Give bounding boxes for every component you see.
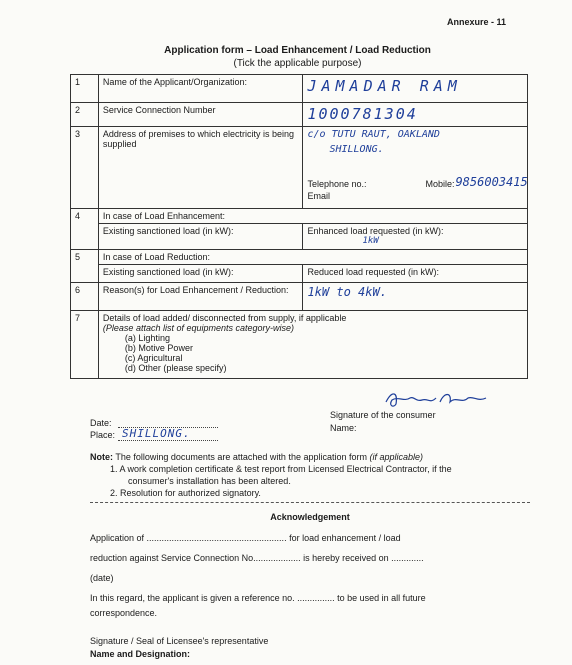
- mobile-label: Mobile:: [425, 179, 455, 189]
- load-category-item: (c) Agricultural: [124, 353, 183, 363]
- row-sublabel: Existing sanctioned load (in kW):: [98, 224, 303, 250]
- service-connection-value: 1000781304: [307, 105, 418, 123]
- row-label: In case of Load Reduction:: [98, 250, 527, 265]
- place-line[interactable]: [118, 440, 218, 441]
- annexure-label: Annexure - 11: [447, 17, 507, 27]
- row-number: 6: [71, 283, 99, 311]
- application-table: [70, 74, 528, 379]
- reason-value: 1kW to 4kW.: [307, 285, 387, 299]
- ack-name-designation: Name and Designation:: [90, 649, 191, 659]
- note-intro-text: The following documents are attached with the application form: [115, 452, 367, 462]
- table-row: [71, 103, 528, 127]
- table-row: [71, 250, 528, 265]
- enhanced-load-field[interactable]: [303, 224, 528, 250]
- table-row: [71, 127, 528, 209]
- reduced-load-field[interactable]: [303, 265, 528, 283]
- row-label: Reason(s) for Load Enhancement / Reduction:: [98, 283, 303, 311]
- row-label: Name of the Applicant/Organization:: [98, 75, 303, 103]
- date-label: Date:: [90, 418, 112, 428]
- place-label: Place:: [90, 430, 116, 440]
- note-item-1b: consumer's installation has been altered.: [128, 476, 291, 486]
- ack-line-3: (date): [90, 573, 114, 583]
- ack-line-1: Application of ........................................................ for load enhancement / load: [90, 533, 401, 543]
- enhanced-load-label: Enhanced load requested (in kW):: [307, 226, 444, 236]
- service-connection-field[interactable]: [303, 103, 528, 127]
- ack-line-4: In this regard, the applicant is given a reference no. ............... to be used in all future: [90, 593, 426, 603]
- form-subtitle: (Tick the applicable purpose): [233, 58, 362, 69]
- row-number: 5: [71, 250, 99, 283]
- ack-title: Acknowledgement: [270, 512, 350, 522]
- mobile-value: 9856003415: [455, 175, 528, 189]
- row-note: (Please attach list of equipments category-wise): [102, 323, 295, 333]
- row-sublabel: Existing sanctioned load (in kW):: [98, 265, 303, 283]
- ack-signature: Signature / Seal of Licensee's representative: [90, 636, 269, 646]
- row-label: Service Connection Number: [98, 103, 303, 127]
- telephone-label: Telephone no.:: [307, 179, 367, 189]
- row-number: 4: [71, 209, 99, 250]
- row-number: 2: [71, 103, 99, 127]
- table-row: [71, 224, 528, 250]
- load-category-item: (d) Other (please specify): [124, 363, 227, 373]
- ack-line-5: correspondence.: [90, 608, 158, 618]
- reason-field[interactable]: [303, 283, 528, 311]
- row-number: 3: [71, 127, 99, 209]
- form-title: Application form – Load Enhancement / Load Reduction: [164, 45, 431, 56]
- email-label: Email: [307, 191, 330, 201]
- row-number: 1: [71, 75, 99, 103]
- address-field[interactable]: [303, 127, 528, 209]
- divider: [90, 502, 530, 503]
- table-row: [71, 209, 528, 224]
- ack-line-2: reduction against Service Connection No................... is hereby received on .............: [90, 553, 424, 563]
- table-row: [71, 265, 528, 283]
- reduced-load-label: Reduced load requested (in kW):: [307, 267, 440, 277]
- enhanced-load-value: 1kW: [362, 236, 379, 246]
- load-details-cell: [98, 311, 527, 379]
- table-row: [71, 283, 528, 311]
- row-label: Details of load added/ disconnected from supply, if applicable: [102, 313, 347, 323]
- note-intro-italic: (if applicable): [369, 452, 424, 462]
- note-item-1: 1. A work completion certificate & test report from Licensed Electrical Contractor, if the: [110, 464, 452, 474]
- address-line-2: SHILLONG.: [329, 144, 384, 155]
- row-label: In case of Load Enhancement:: [98, 209, 527, 224]
- load-category-item: (b) Motive Power: [124, 343, 193, 353]
- row-label: Address of premises to which electricity is being supplied: [98, 127, 303, 209]
- note-title: Note:: [90, 452, 113, 462]
- signature-label: Signature of the consumer: [330, 410, 436, 420]
- note-item-2: 2. Resolution for authorized signatory.: [110, 488, 261, 498]
- load-category-item: (a) Lighting: [124, 333, 170, 343]
- row-number: 7: [71, 311, 99, 379]
- name-label: Name:: [330, 423, 357, 433]
- applicant-name-value: JAMADAR RAM: [307, 77, 462, 95]
- applicant-name-field[interactable]: [303, 75, 528, 103]
- address-line-1: c/o TUTU RAUT, OAKLAND: [307, 129, 440, 140]
- note-intro: [90, 452, 530, 462]
- table-row: [71, 311, 528, 379]
- table-row: [71, 75, 528, 103]
- place-value: SHILLONG.: [122, 427, 191, 440]
